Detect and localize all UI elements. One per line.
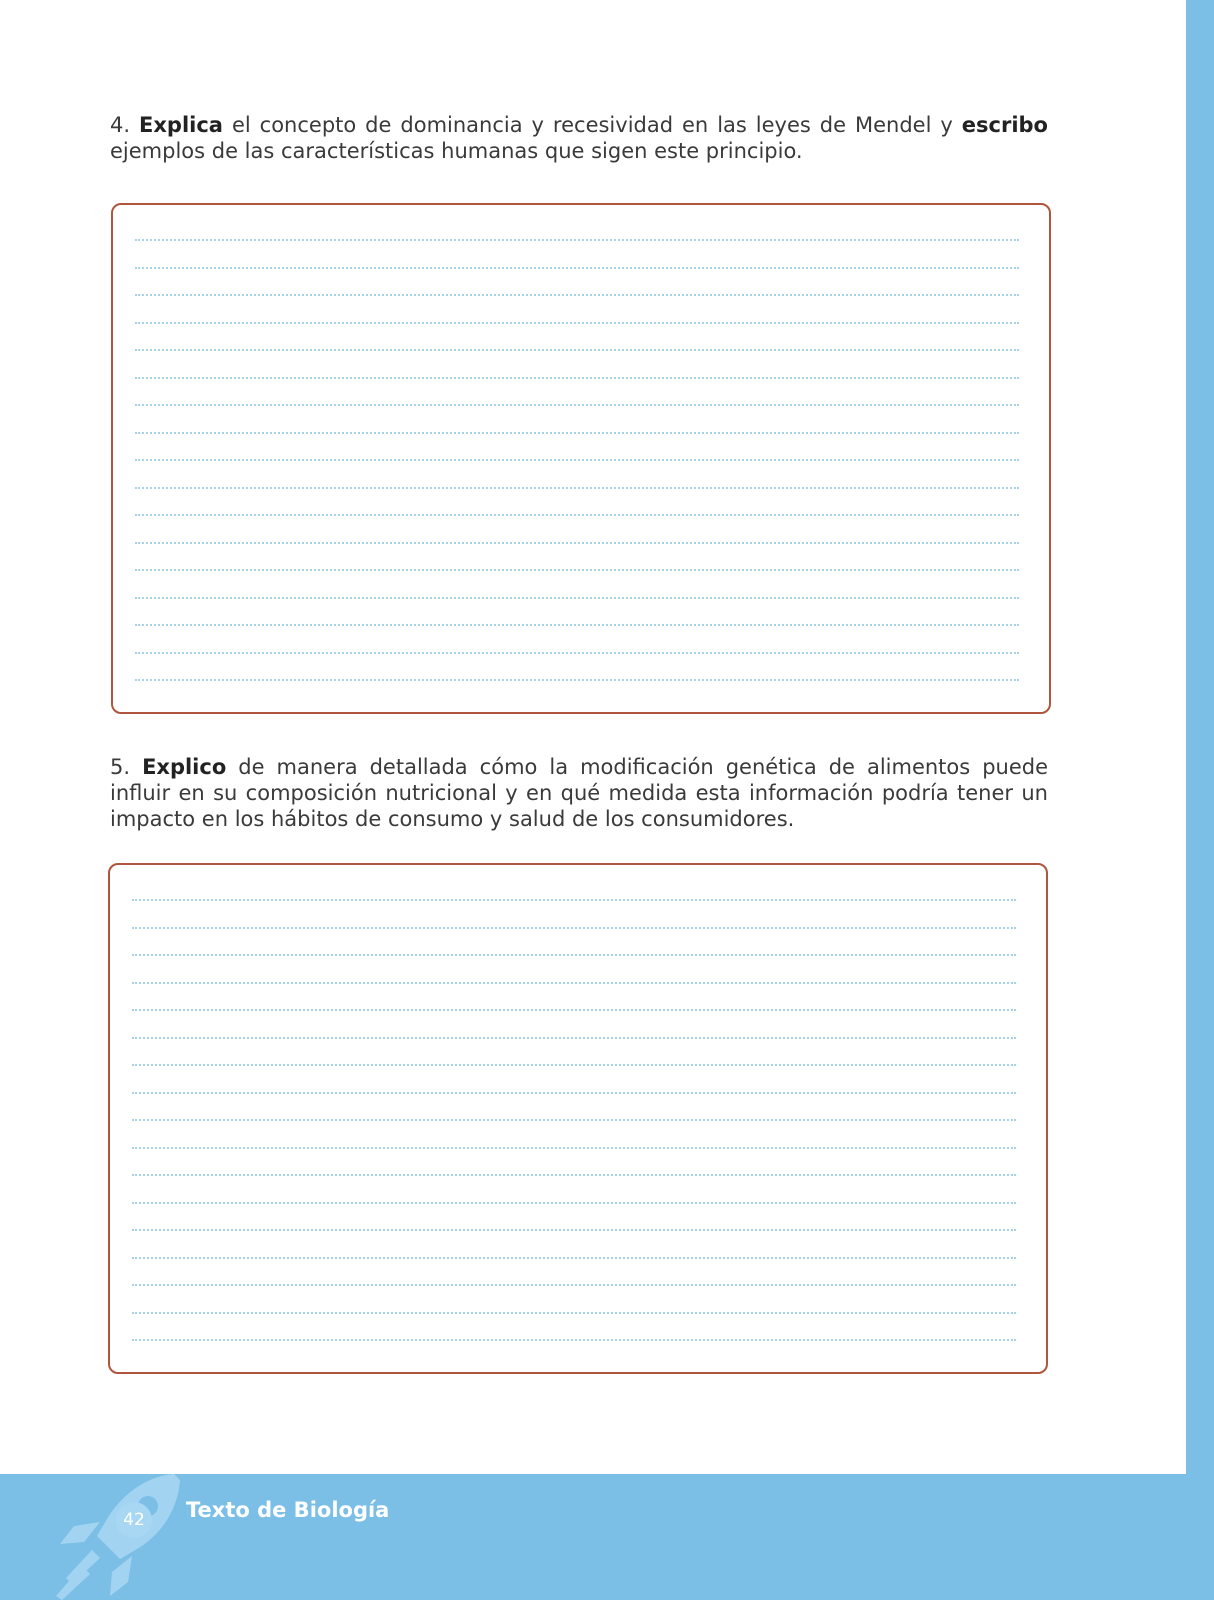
question-4-number: 4.	[110, 113, 131, 137]
writing-line	[132, 1312, 1016, 1314]
writing-line	[135, 679, 1019, 681]
writing-line	[132, 1009, 1016, 1011]
question-4-verb-2: escribo	[961, 113, 1048, 137]
writing-line	[135, 432, 1019, 434]
answer-box-5[interactable]	[108, 863, 1048, 1374]
question-5-verb: Explico	[142, 755, 227, 779]
writing-line	[135, 597, 1019, 599]
answer-box-4[interactable]	[111, 203, 1051, 714]
question-4-verb: Explica	[139, 113, 223, 137]
page-number: 42	[116, 1502, 152, 1538]
writing-line	[135, 624, 1019, 626]
writing-line	[135, 267, 1019, 269]
writing-line	[135, 569, 1019, 571]
writing-line	[132, 1147, 1016, 1149]
writing-line	[135, 404, 1019, 406]
writing-line	[132, 1229, 1016, 1231]
writing-line	[132, 982, 1016, 984]
writing-line	[132, 899, 1016, 901]
writing-line	[132, 1037, 1016, 1039]
writing-line	[132, 1119, 1016, 1121]
writing-line	[135, 542, 1019, 544]
question-5-number: 5.	[110, 755, 131, 779]
answer-lines-4	[135, 205, 1019, 712]
writing-line	[132, 1284, 1016, 1286]
question-4-text-part2: ejemplos de las características humanas que sigen este principio.	[110, 139, 803, 163]
writing-line	[135, 294, 1019, 296]
writing-line	[135, 239, 1019, 241]
writing-line	[132, 1092, 1016, 1094]
question-4	[110, 112, 1048, 164]
writing-line	[132, 1174, 1016, 1176]
question-5-text: de manera detallada cómo la modificación genética de alimentos puede influir en su composición nutricional y en qué medida esta información podría tener un impacto en los hábitos de consumo y salud de los consumidores.	[110, 755, 1049, 831]
book-title: Texto de Biología	[186, 1498, 390, 1522]
writing-line	[132, 1202, 1016, 1204]
question-4-text-part1: el concepto de dominancia y recesividad en las leyes de Mendel y	[231, 113, 953, 137]
writing-line	[135, 487, 1019, 489]
writing-line	[135, 377, 1019, 379]
right-edge-stripe	[1186, 0, 1214, 1600]
writing-line	[132, 1339, 1016, 1341]
answer-lines-5	[132, 865, 1016, 1372]
writing-line	[132, 1257, 1016, 1259]
writing-line	[132, 954, 1016, 956]
writing-line	[135, 459, 1019, 461]
writing-line	[132, 1064, 1016, 1066]
writing-line	[135, 514, 1019, 516]
rocket-icon	[52, 1474, 182, 1600]
writing-line	[132, 927, 1016, 929]
writing-line	[135, 322, 1019, 324]
writing-line	[135, 349, 1019, 351]
question-5	[110, 754, 1048, 832]
writing-line	[135, 652, 1019, 654]
